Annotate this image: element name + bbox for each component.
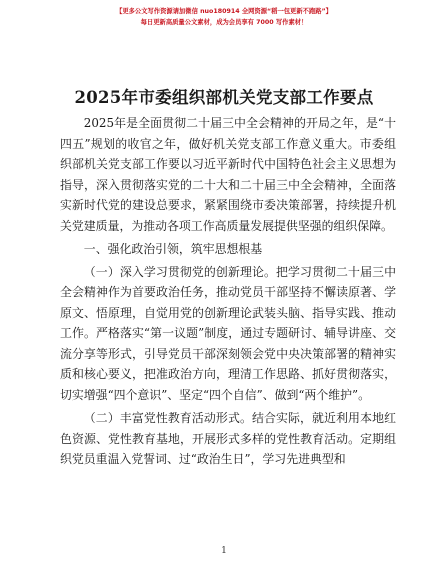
header-banner xyxy=(0,6,448,28)
banner-line-2: 每日更新高质量公文素材，成为会员享有 7000 写作素材！ xyxy=(140,19,308,26)
body-paragraph-1: （一）深入学习贯彻党的创新理论。把学习贯彻二十届三中全会精神作为首要政治任务，推动党员干部坚持不懈读原著、学原文、悟原理，自觉用党的创新理论武装头脑、指导实践、推动工作。严格落实“第一议题”制度，通过专题研讨、辅导讲座、交流分享等形式，引导党员干部深刻领会党中央决策部署的精神实质和核心要义，把准政治方向，理清工作思路、抓好贯彻落实，切实增强“四个意识”、坚定“四个自信”、做到“两个维护”。 xyxy=(60,264,396,402)
body-paragraph-2: （二）丰富党性教育活动形式。结合实际，就近利用本地红色资源、党性教育基地，开展形式多样的党性教育活动。定期组织党员重温入党誓词、过“政治生日”，学习先进典型和 xyxy=(60,411,396,466)
document-title: 2025年市委组织部机关党支部工作要点 xyxy=(74,88,374,107)
page-number: 1 xyxy=(221,546,227,556)
document-body xyxy=(60,113,396,470)
intro-paragraph: 2025年是全面贯彻二十届三中全会精神的开局之年，是“十四五”规划的收官之年，做好机关党支部工作意义重大。市委组织部机关党支部工作要以习近平新时代中国特色社会主义思想为指导，深入贯彻落实党的二十大和二十届三中全会精神，全面落实新时代党的建设总要求，紧紧围绕市委决策部署，持续提升机关党建质量，为推动各项工作高质量发展提供坚强的组织保障。 xyxy=(60,116,396,233)
banner-line-1: 【更多公文写作资源请加微信 nuo180914 全网资源“稻一包更新不跑路”】 xyxy=(116,8,332,15)
section-heading: 一、强化政治引领，筑牢思想根基 xyxy=(83,242,263,256)
